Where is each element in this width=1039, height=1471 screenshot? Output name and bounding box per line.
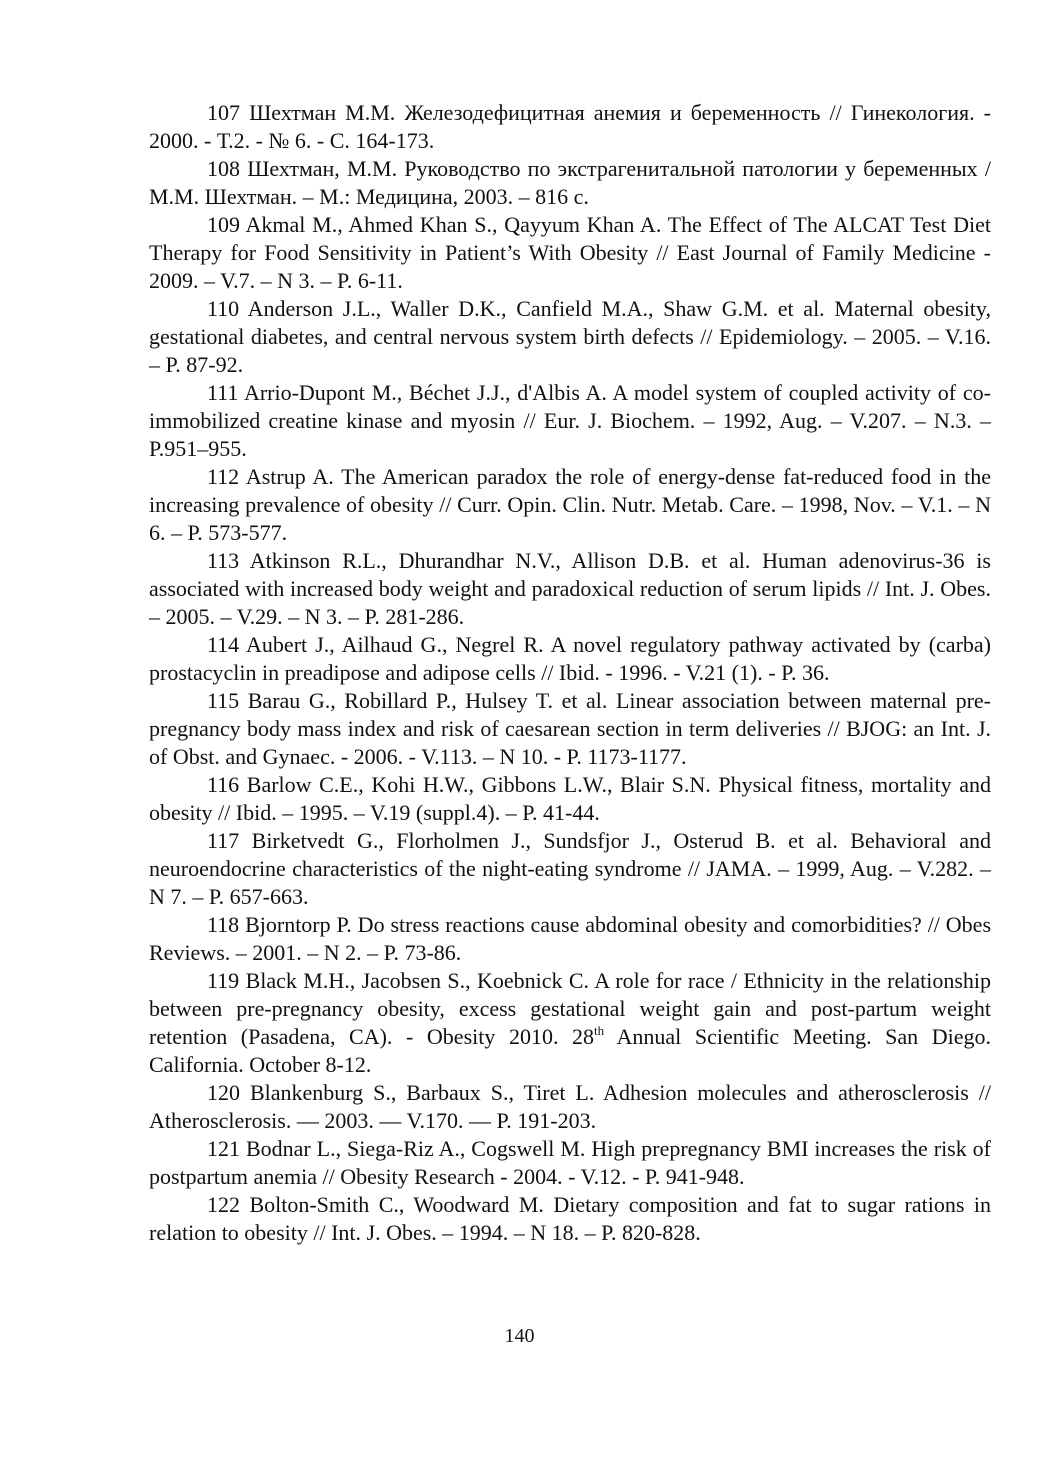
ordinal-superscript: th bbox=[594, 1023, 605, 1038]
reference-item-112 bbox=[149, 463, 991, 547]
reference-text: Astrup A. The American paradox the role of energy-dense fat-reduced food in the increasing prevalence of obesity // Curr. Opin. Clin. Nutr. Metab. Care. – 1998, Nov. – V.1. – N 6. – P. 573-577. bbox=[149, 464, 991, 545]
reference-item-109 bbox=[149, 211, 991, 295]
reference-text-continuation: Annual Scientific Meeting. San Diego. California. October 8-12. bbox=[149, 1024, 992, 1077]
reference-number: 119 bbox=[207, 968, 240, 993]
reference-item-113 bbox=[149, 547, 991, 631]
reference-number: 115 bbox=[207, 688, 240, 713]
reference-number: 122 bbox=[207, 1192, 240, 1217]
reference-item-120 bbox=[149, 1079, 991, 1135]
reference-number: 117 bbox=[207, 828, 240, 853]
reference-text: Bodnar L., Siega-Riz A., Cogswell M. High prepregnancy BMI increases the risk of postpartum anemia // Obesity Research - 2004. - V.12. - P. 941-948. bbox=[149, 1136, 992, 1189]
reference-number: 114 bbox=[207, 632, 240, 657]
reference-number: 121 bbox=[207, 1136, 240, 1161]
reference-item-115 bbox=[149, 687, 991, 771]
reference-text: Arrio-Dupont M., Béchet J.J., d'Albis A. A model system of coupled activity of co-immobilized creatine kinase and myosin // Eur. J. Biochem. – 1992, Aug. – V.207. – N.3. – P.951–955. bbox=[149, 380, 991, 461]
reference-item-122 bbox=[149, 1191, 991, 1247]
reference-text: Anderson J.L., Waller D.K., Canfield M.A., Shaw G.M. et al. Maternal obesity, gestational diabetes, and central nervous system birth defects // Epidemiology. – 2005. – V.16. – P. 87-92. bbox=[149, 296, 991, 377]
reference-item-108 bbox=[149, 155, 991, 211]
reference-text: Aubert J., Ailhaud G., Negrel R. A novel regulatory pathway activated by (carba) prostacyclin in preadipose and adipose cells // Ibid. - 1996. - V.21 (1). - P. 36. bbox=[149, 632, 991, 685]
reference-item-119 bbox=[149, 967, 991, 1079]
reference-item-116 bbox=[149, 771, 991, 827]
reference-text: Atkinson R.L., Dhurandhar N.V., Allison D.B. et al. Human adenovirus-36 is associated with increased body weight and paradoxical reduction of serum lipids // Int. J. Obes. – 2005. – V.29. – N 3. – P. 281-286. bbox=[149, 548, 991, 629]
reference-text: Akmal M., Ahmed Khan S., Qayyum Khan A. The Effect of The ALCAT Test Diet Therapy for Food Sensitivity in Patient’s With Obesity // East Journal of Family Medicine - 2009. – V.7. – N 3. – P. 6-11. bbox=[149, 212, 991, 293]
reference-number: 107 bbox=[207, 100, 240, 125]
reference-item-121 bbox=[149, 1135, 991, 1191]
page-number: 140 bbox=[504, 1325, 535, 1347]
reference-number: 120 bbox=[207, 1080, 240, 1105]
reference-item-117 bbox=[149, 827, 991, 911]
reference-number: 116 bbox=[207, 772, 240, 797]
reference-item-110 bbox=[149, 295, 991, 379]
reference-text: Bolton-Smith C., Woodward M. Dietary composition and fat to sugar rations in relation to obesity // Int. J. Obes. – 1994. – N 18. – P. 820-828. bbox=[149, 1192, 991, 1245]
reference-number: 118 bbox=[207, 912, 240, 937]
reference-text: Шехтман М.М. Железодефицитная анемия и беременность // Гинекология. - 2000. - Т.2. - № 6. - С. 164-173. bbox=[149, 100, 991, 153]
reference-number: 111 bbox=[207, 380, 239, 405]
reference-text: Blankenburg S., Barbaux S., Tiret L. Adhesion molecules and atherosclerosis // Atherosclerosis. — 2003. — V.170. — P. 191-203. bbox=[149, 1080, 992, 1133]
reference-number: 110 bbox=[207, 296, 240, 321]
reference-item-107 bbox=[149, 99, 991, 155]
reference-number: 112 bbox=[207, 464, 240, 489]
reference-number: 109 bbox=[207, 212, 240, 237]
reference-text: Birketvedt G., Florholmen J., Sundsfjor J., Osterud B. et al. Behavioral and neuroendocrine characteristics of the night-eating syndrome // JAMA. – 1999, Aug. – V.282. – N 7. – P. 657-663. bbox=[149, 828, 992, 909]
reference-text: Barau G., Robillard P., Hulsey T. et al. Linear association between maternal pre-pregnancy body mass index and risk of caesarean section in term deliveries // BJOG: an Int. J. of Obst. and Gynaec. - 2006. - V.113. – N 10. - P. 1173-1177. bbox=[149, 688, 992, 769]
reference-item-118 bbox=[149, 911, 991, 967]
reference-text: Bjorntorp P. Do stress reactions cause abdominal obesity and comorbidities? // Obes Reviews. – 2001. – N 2. – P. 73-86. bbox=[149, 912, 992, 965]
reference-item-111 bbox=[149, 379, 991, 463]
reference-item-114 bbox=[149, 631, 991, 687]
reference-number: 108 bbox=[207, 156, 240, 181]
reference-list bbox=[149, 99, 991, 1247]
reference-text: Barlow C.E., Kohi H.W., Gibbons L.W., Blair S.N. Physical fitness, mortality and obesity // Ibid. – 1995. – V.19 (suppl.4). – P. 41-44. bbox=[149, 772, 991, 825]
reference-text: Black M.H., Jacobsen S., Koebnick C. A role for race / Ethnicity in the relationship between pre-pregnancy obesity, excess gestational weight gain and post-partum weight retention (Pasadena, CA). - Obesity 2010. 28 bbox=[149, 968, 991, 1049]
reference-text: Шехтман, М.М. Руководство по экстрагенитальной патологии у беременных / М.М. Шехтман. – М.: Медицина, 2003. – 816 с. bbox=[149, 156, 991, 209]
reference-number: 113 bbox=[207, 548, 240, 573]
